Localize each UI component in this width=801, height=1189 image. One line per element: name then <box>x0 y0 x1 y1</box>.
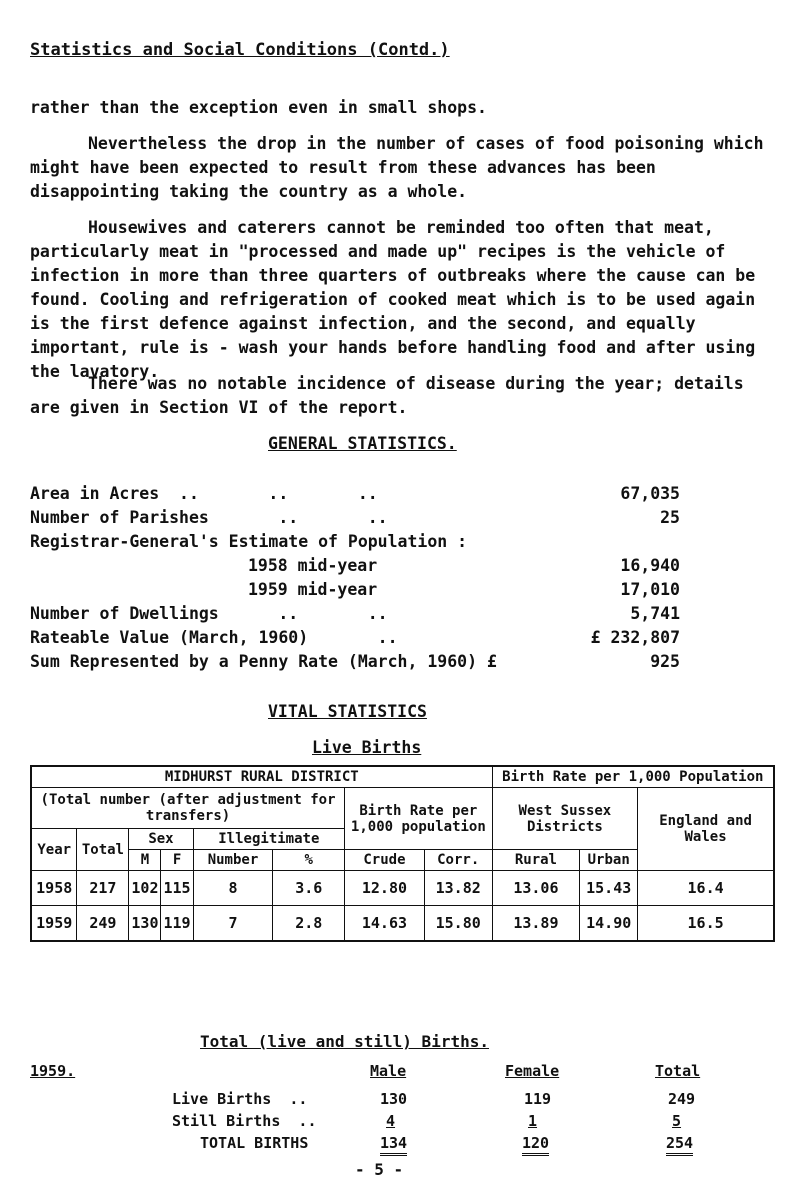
cell-year: 1958 <box>31 871 77 906</box>
total-births-male: 134 <box>380 1134 407 1156</box>
table-row <box>31 906 774 942</box>
year-1959-label: 1959 mid-year <box>248 580 378 599</box>
paragraph-4: There was no notable incidence of disease during the year; details are given in Section VI of the report. <box>30 374 744 417</box>
male-column-header: Male <box>370 1062 407 1080</box>
year-1958-label: 1958 mid-year <box>248 556 378 575</box>
sex-header: Sex <box>129 829 193 850</box>
estimate-label: Registrar-General's Estimate of Population : <box>30 532 468 551</box>
area-value: 67,035 <box>620 484 680 503</box>
live-births-label: Live Births .. <box>172 1090 308 1108</box>
cell-percent: 2.8 <box>273 906 345 942</box>
dwellings-label: Number of Dwellings .. .. <box>30 604 388 623</box>
total-births-title: Total (live and still) Births. <box>200 1032 489 1051</box>
cell-crude: 12.80 <box>345 871 425 906</box>
total-births-label: TOTAL BIRTHS <box>200 1134 309 1152</box>
live-births-subtitle: Live Births <box>312 738 422 757</box>
vital-statistics-title: VITAL STATISTICS <box>268 702 427 721</box>
year-1959-value: 17,010 <box>620 580 680 599</box>
rateable-label: Rateable Value (March, 1960) .. <box>30 628 398 647</box>
rateable-value: £ 232,807 <box>590 628 680 647</box>
female-column-header: Female <box>505 1062 560 1080</box>
male-header: M <box>129 850 161 871</box>
female-header: F <box>161 850 193 871</box>
paragraph-1: rather than the exception even in small shops. <box>30 98 487 117</box>
england-wales-header: England and Wales <box>638 788 774 871</box>
cell-rural: 13.06 <box>492 871 580 906</box>
cell-female: 119 <box>161 906 193 942</box>
year-1958-value: 16,940 <box>620 556 680 575</box>
total-number-header: (Total number (after adjustment for transfers) <box>31 788 345 829</box>
rural-header: Rural <box>492 850 580 871</box>
cell-year: 1959 <box>31 906 77 942</box>
cell-rural: 13.89 <box>492 906 580 942</box>
crude-header: Crude <box>345 850 425 871</box>
birth-rate-population-header: Birth Rate per 1,000 Population <box>492 766 774 788</box>
area-label: Area in Acres .. .. .. <box>30 484 378 503</box>
cell-male: 130 <box>129 906 161 942</box>
paragraph-2: Nevertheless the drop in the number of cases of food poisoning which might have been expected to result from these advances has been disappointing taking the country as a whole. <box>30 134 764 201</box>
page-header: Statistics and Social Conditions (Contd.) <box>30 40 450 60</box>
cell-male: 102 <box>129 871 161 906</box>
total-births-grand-total: 254 <box>666 1134 693 1156</box>
live-births-female: 119 <box>524 1090 552 1108</box>
live-births-table <box>30 765 775 942</box>
cell-female: 115 <box>161 871 193 906</box>
cell-total: 249 <box>77 906 129 942</box>
total-births-female: 120 <box>522 1134 549 1156</box>
cell-number: 7 <box>193 906 273 942</box>
cell-corrected: 15.80 <box>424 906 492 942</box>
cell-corrected: 13.82 <box>424 871 492 906</box>
cell-england-wales: 16.5 <box>638 906 774 942</box>
still-births-male: 4 <box>386 1112 396 1130</box>
live-births-total: 249 <box>668 1090 696 1108</box>
total-column-header: Total <box>655 1062 701 1080</box>
illegitimate-header: Illegitimate <box>193 829 345 850</box>
general-statistics-title: GENERAL STATISTICS. <box>268 434 457 453</box>
west-sussex-header: West Sussex Districts <box>492 788 638 850</box>
cell-number: 8 <box>193 871 273 906</box>
births-year: 1959. <box>30 1062 76 1080</box>
cell-urban: 14.90 <box>580 906 638 942</box>
urban-header: Urban <box>580 850 638 871</box>
cell-urban: 15.43 <box>580 871 638 906</box>
paragraph-3: Housewives and caterers cannot be reminded too often that meat, particularly meat in "processed and made up" recipes is the vehicle of infection in more than three quarters of outbreaks where the cause can be found. Cooling and refrigeration of cooked meat which is to be used again is the first defence against infection, and the second, and equally important, rule is - wash your hands before handling food and after using the lavatory. <box>30 218 756 381</box>
percent-header: % <box>273 850 345 871</box>
still-births-female: 1 <box>528 1112 538 1130</box>
penny-rate-value: 925 <box>650 652 680 671</box>
still-births-label: Still Births .. <box>172 1112 317 1130</box>
cell-percent: 3.6 <box>273 871 345 906</box>
penny-rate-label: Sum Represented by a Penny Rate (March, 1960) £ <box>30 652 497 671</box>
parishes-value: 25 <box>660 508 680 527</box>
birth-rate-header: Birth Rate per 1,000 population <box>345 788 493 850</box>
page-number: - 5 - <box>355 1160 404 1179</box>
cell-crude: 14.63 <box>345 906 425 942</box>
year-header: Year <box>31 829 77 871</box>
still-births-total: 5 <box>672 1112 682 1130</box>
total-header: Total <box>77 829 129 871</box>
number-header: Number <box>193 850 273 871</box>
table-row <box>31 871 774 906</box>
cell-england-wales: 16.4 <box>638 871 774 906</box>
live-births-male: 130 <box>380 1090 408 1108</box>
district-header: MIDHURST RURAL DISTRICT <box>31 766 492 788</box>
corrected-header: Corr. <box>424 850 492 871</box>
cell-total: 217 <box>77 871 129 906</box>
parishes-label: Number of Parishes .. .. <box>30 508 388 527</box>
dwellings-value: 5,741 <box>630 604 680 623</box>
